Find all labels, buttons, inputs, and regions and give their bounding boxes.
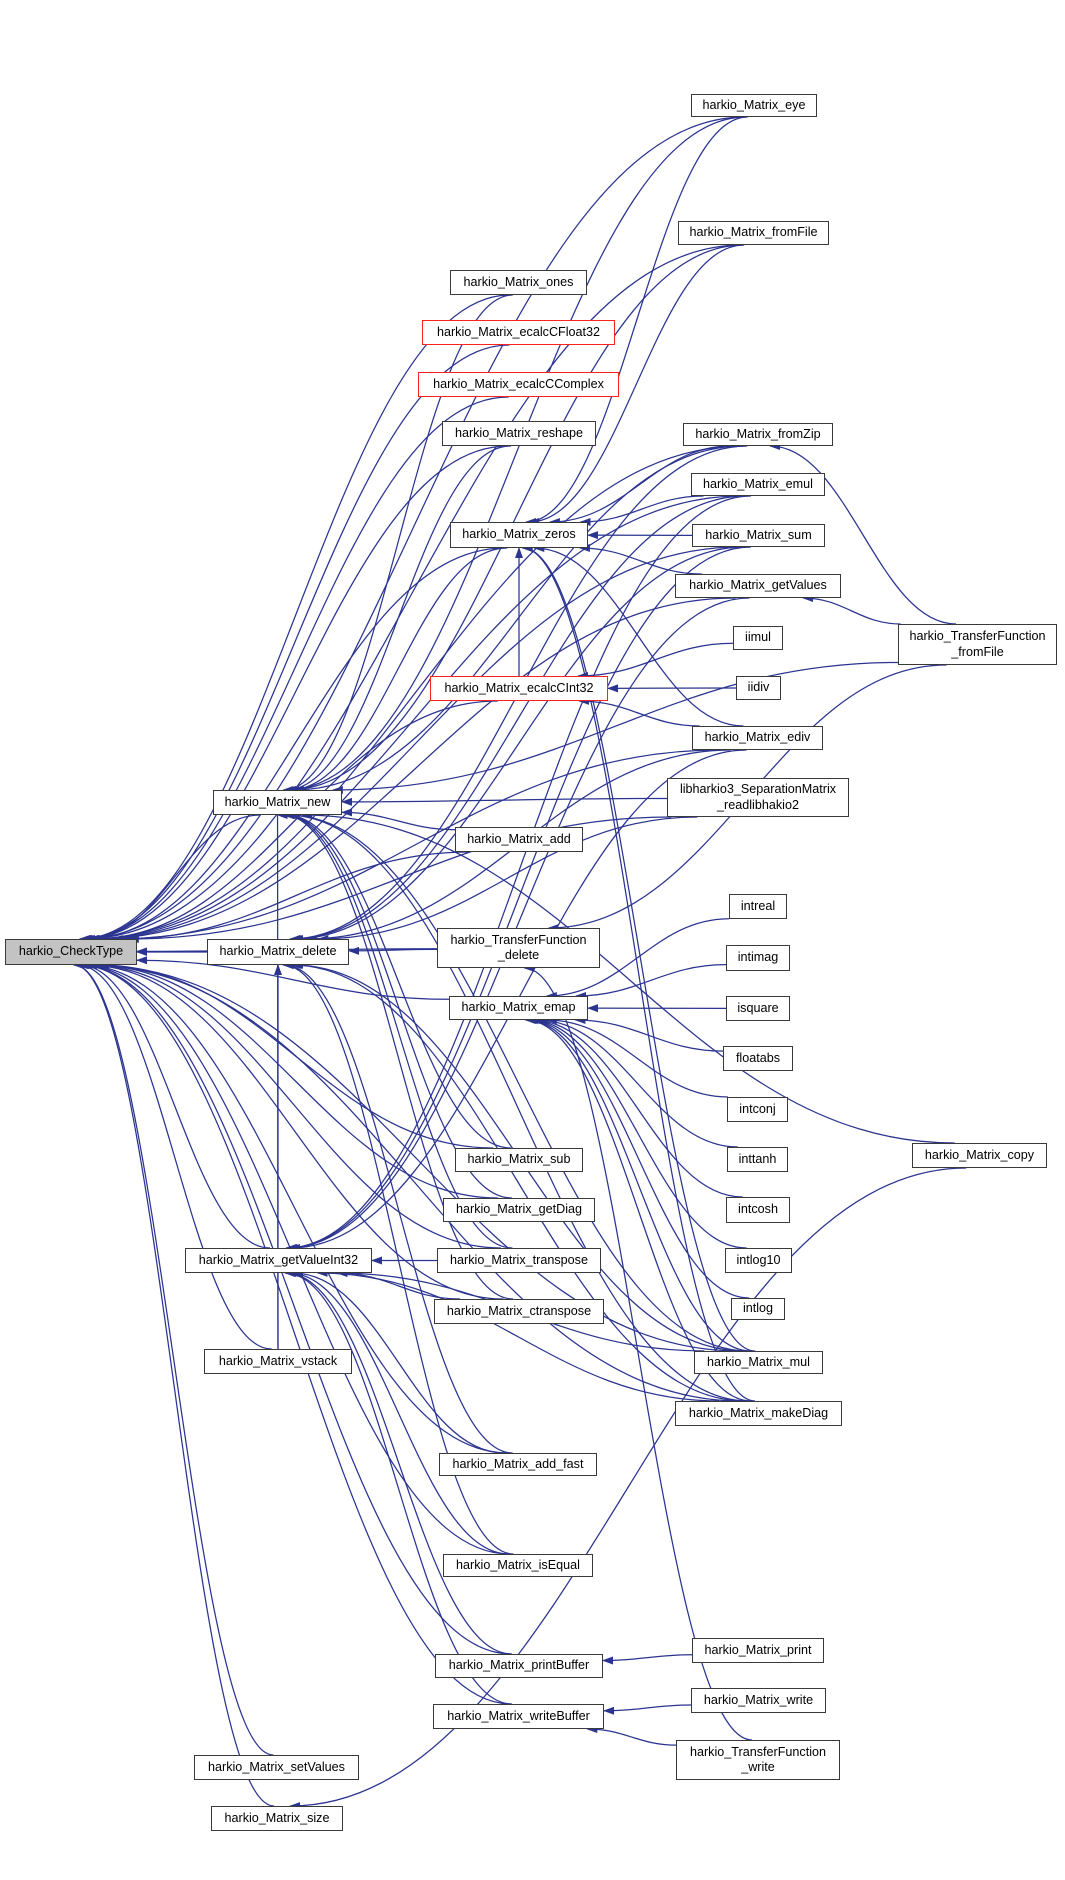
- node-intconj[interactable]: [727, 1097, 788, 1122]
- node-label: harkio_Matrix_ecalcCInt32: [444, 680, 594, 695]
- node-label: harkio_TransferFunction: [909, 629, 1046, 644]
- node-label: harkio_Matrix_writeBuffer: [447, 1708, 590, 1723]
- node-label: harkio_Matrix_getDiag: [456, 1202, 582, 1217]
- node-sub[interactable]: [455, 1148, 583, 1172]
- node-getdiag[interactable]: [443, 1198, 595, 1222]
- node-label: harkio_Matrix_ediv: [704, 730, 811, 745]
- node-label: harkio_Matrix_mul: [707, 1354, 810, 1369]
- call-edge: [604, 1705, 691, 1711]
- node-label: harkio_Matrix_zeros: [462, 527, 576, 542]
- node-label: harkio_Matrix_write: [703, 1692, 814, 1707]
- node-makediag[interactable]: [675, 1401, 842, 1426]
- node-label: harkio_Matrix_ecalcCFloat32: [436, 324, 601, 339]
- node-ecalccfloat32[interactable]: [422, 320, 615, 345]
- node-label: harkio_Matrix_isEqual: [456, 1557, 580, 1572]
- node-label: harkio_TransferFunction: [450, 932, 587, 947]
- node-label: harkio_Matrix_sum: [705, 527, 812, 542]
- node-label: harkio_Matrix_fromFile: [689, 225, 818, 240]
- node-write[interactable]: [691, 1688, 826, 1713]
- node-floatabs[interactable]: [723, 1046, 793, 1071]
- node-label: harkio_Matrix_copy: [924, 1147, 1035, 1162]
- node-setvalues[interactable]: [194, 1755, 359, 1780]
- node-label: harkio_Matrix_eye: [702, 97, 806, 112]
- node-zeros[interactable]: [450, 522, 588, 548]
- node-emap[interactable]: [449, 996, 588, 1020]
- node-fromzip[interactable]: [683, 423, 833, 446]
- node-label: intimag: [737, 950, 779, 965]
- node-getvalueint32[interactable]: [185, 1248, 372, 1273]
- call-edge: [283, 815, 513, 1299]
- node-inttanh[interactable]: [727, 1147, 788, 1172]
- node-ctranspose[interactable]: [434, 1299, 604, 1324]
- node-fromfile[interactable]: [678, 221, 829, 245]
- node-label: intcosh: [738, 1202, 778, 1217]
- node-label: harkio_Matrix_emap: [461, 1000, 576, 1015]
- node-label: harkio_Matrix_delete: [219, 944, 337, 959]
- node-writebuffer[interactable]: [433, 1704, 604, 1729]
- node-label: harkio_Matrix_reshape: [454, 425, 584, 440]
- node-iimul[interactable]: [733, 626, 783, 650]
- node-ecalcccomplex[interactable]: [418, 372, 619, 397]
- node-add[interactable]: [455, 827, 583, 852]
- node-print[interactable]: [692, 1638, 824, 1663]
- call-edge: [575, 1020, 723, 1051]
- node-intlog[interactable]: [731, 1298, 785, 1320]
- node-label: iimul: [745, 630, 771, 645]
- call-edge: [292, 965, 746, 1401]
- node-ones[interactable]: [450, 270, 587, 295]
- node-label: intreal: [740, 898, 776, 913]
- node-label: harkio_Matrix_add_fast: [452, 1456, 584, 1471]
- call-edge: [92, 547, 739, 939]
- node-label: harkio_Matrix_ctranspose: [446, 1303, 592, 1318]
- node-label: iidiv: [747, 680, 770, 695]
- node-intimag[interactable]: [726, 945, 790, 971]
- node-transpose[interactable]: [437, 1248, 601, 1273]
- call-edge: [803, 598, 901, 624]
- node-ecalccint32[interactable]: [430, 676, 608, 701]
- node-ediv[interactable]: [692, 726, 823, 750]
- node-label-line2: _fromFile: [951, 644, 1004, 659]
- node-label: harkio_Matrix_emul: [703, 476, 813, 491]
- node-label: isquare: [737, 1000, 779, 1015]
- node-vstack[interactable]: [204, 1349, 352, 1374]
- node-label: harkio_Matrix_add: [467, 831, 571, 846]
- call-edge: [537, 1020, 737, 1147]
- node-mul[interactable]: [694, 1351, 823, 1374]
- call-edge: [603, 1655, 692, 1661]
- call-edge: [285, 1273, 512, 1704]
- node-label: inttanh: [738, 1151, 777, 1166]
- node-label-line2: _delete: [497, 948, 540, 962]
- node-label: intconj: [739, 1101, 776, 1116]
- call-edge: [302, 815, 954, 1143]
- node-label: harkio_CheckType: [18, 944, 124, 959]
- call-edge: [342, 812, 455, 829]
- node-readlib[interactable]: [667, 778, 849, 817]
- node-label: harkio_Matrix_getValueInt32: [198, 1252, 359, 1267]
- node-label: harkio_Matrix_print: [704, 1642, 812, 1657]
- node-label: harkio_TransferFunction: [689, 1744, 827, 1759]
- node-label: intlog10: [736, 1252, 781, 1267]
- call-edge: [318, 1273, 720, 1401]
- call-edge: [81, 397, 508, 939]
- node-checktype[interactable]: [5, 939, 137, 965]
- call-edge: [580, 548, 702, 574]
- node-label: harkio_Matrix_setValues: [208, 1759, 345, 1774]
- node-tffromfile[interactable]: [898, 624, 1057, 665]
- node-label: harkio_Matrix_printBuffer: [448, 1658, 590, 1673]
- node-size[interactable]: [211, 1806, 343, 1831]
- node-intreal[interactable]: [729, 894, 787, 919]
- call-edge: [289, 548, 507, 790]
- call-edge: [90, 965, 740, 1401]
- node-label: floatabs: [735, 1050, 781, 1065]
- call-edge: [284, 815, 512, 1248]
- node-delete[interactable]: [207, 939, 349, 965]
- node-label: intlog: [742, 1301, 774, 1316]
- node-label-line2: _write: [741, 1760, 775, 1774]
- node-label: harkio_Matrix_ones: [463, 274, 574, 289]
- node-printbuffer[interactable]: [435, 1654, 603, 1678]
- node-getvalues[interactable]: [675, 574, 841, 598]
- node-addfast[interactable]: [439, 1453, 597, 1476]
- node-label: harkio_Matrix_fromZip: [695, 426, 821, 441]
- call-edge: [83, 245, 742, 939]
- node-eye[interactable]: [691, 94, 817, 117]
- node-label: harkio_Matrix_size: [224, 1810, 330, 1825]
- node-iidiv[interactable]: [736, 676, 781, 700]
- call-edge: [587, 1729, 676, 1745]
- node-label: harkio_Matrix_makeDiag: [688, 1405, 829, 1420]
- node-label: harkio_Matrix_transpose: [450, 1252, 588, 1267]
- node-isequal[interactable]: [443, 1554, 593, 1577]
- node-intcosh[interactable]: [726, 1197, 790, 1223]
- node-label: harkio_Matrix_getValues: [689, 578, 827, 593]
- node-label: harkio_Matrix_ecalcCComplex: [433, 376, 604, 391]
- node-label: harkio_Matrix_vstack: [218, 1353, 338, 1368]
- node-sum[interactable]: [692, 524, 825, 547]
- node-copy[interactable]: [912, 1143, 1047, 1168]
- node-label: harkio_Matrix_new: [224, 794, 331, 809]
- node-reshape[interactable]: [442, 421, 596, 446]
- node-tfwrite[interactable]: [676, 1740, 840, 1780]
- node-label: harkio_Matrix_sub: [467, 1152, 571, 1167]
- call-edge: [93, 965, 739, 1351]
- node-label: libharkio3_SeparationMatrix: [679, 782, 837, 797]
- node-new[interactable]: [213, 790, 342, 815]
- node-isquare[interactable]: [726, 996, 790, 1021]
- call-edge: [81, 117, 744, 939]
- node-label-line2: _readlibhakio2: [717, 797, 799, 812]
- node-emul[interactable]: [691, 473, 825, 496]
- call-edge: [74, 965, 274, 1806]
- call-edge: [576, 965, 726, 996]
- node-tfdelete[interactable]: [437, 928, 600, 968]
- node-intlog10[interactable]: [725, 1248, 792, 1273]
